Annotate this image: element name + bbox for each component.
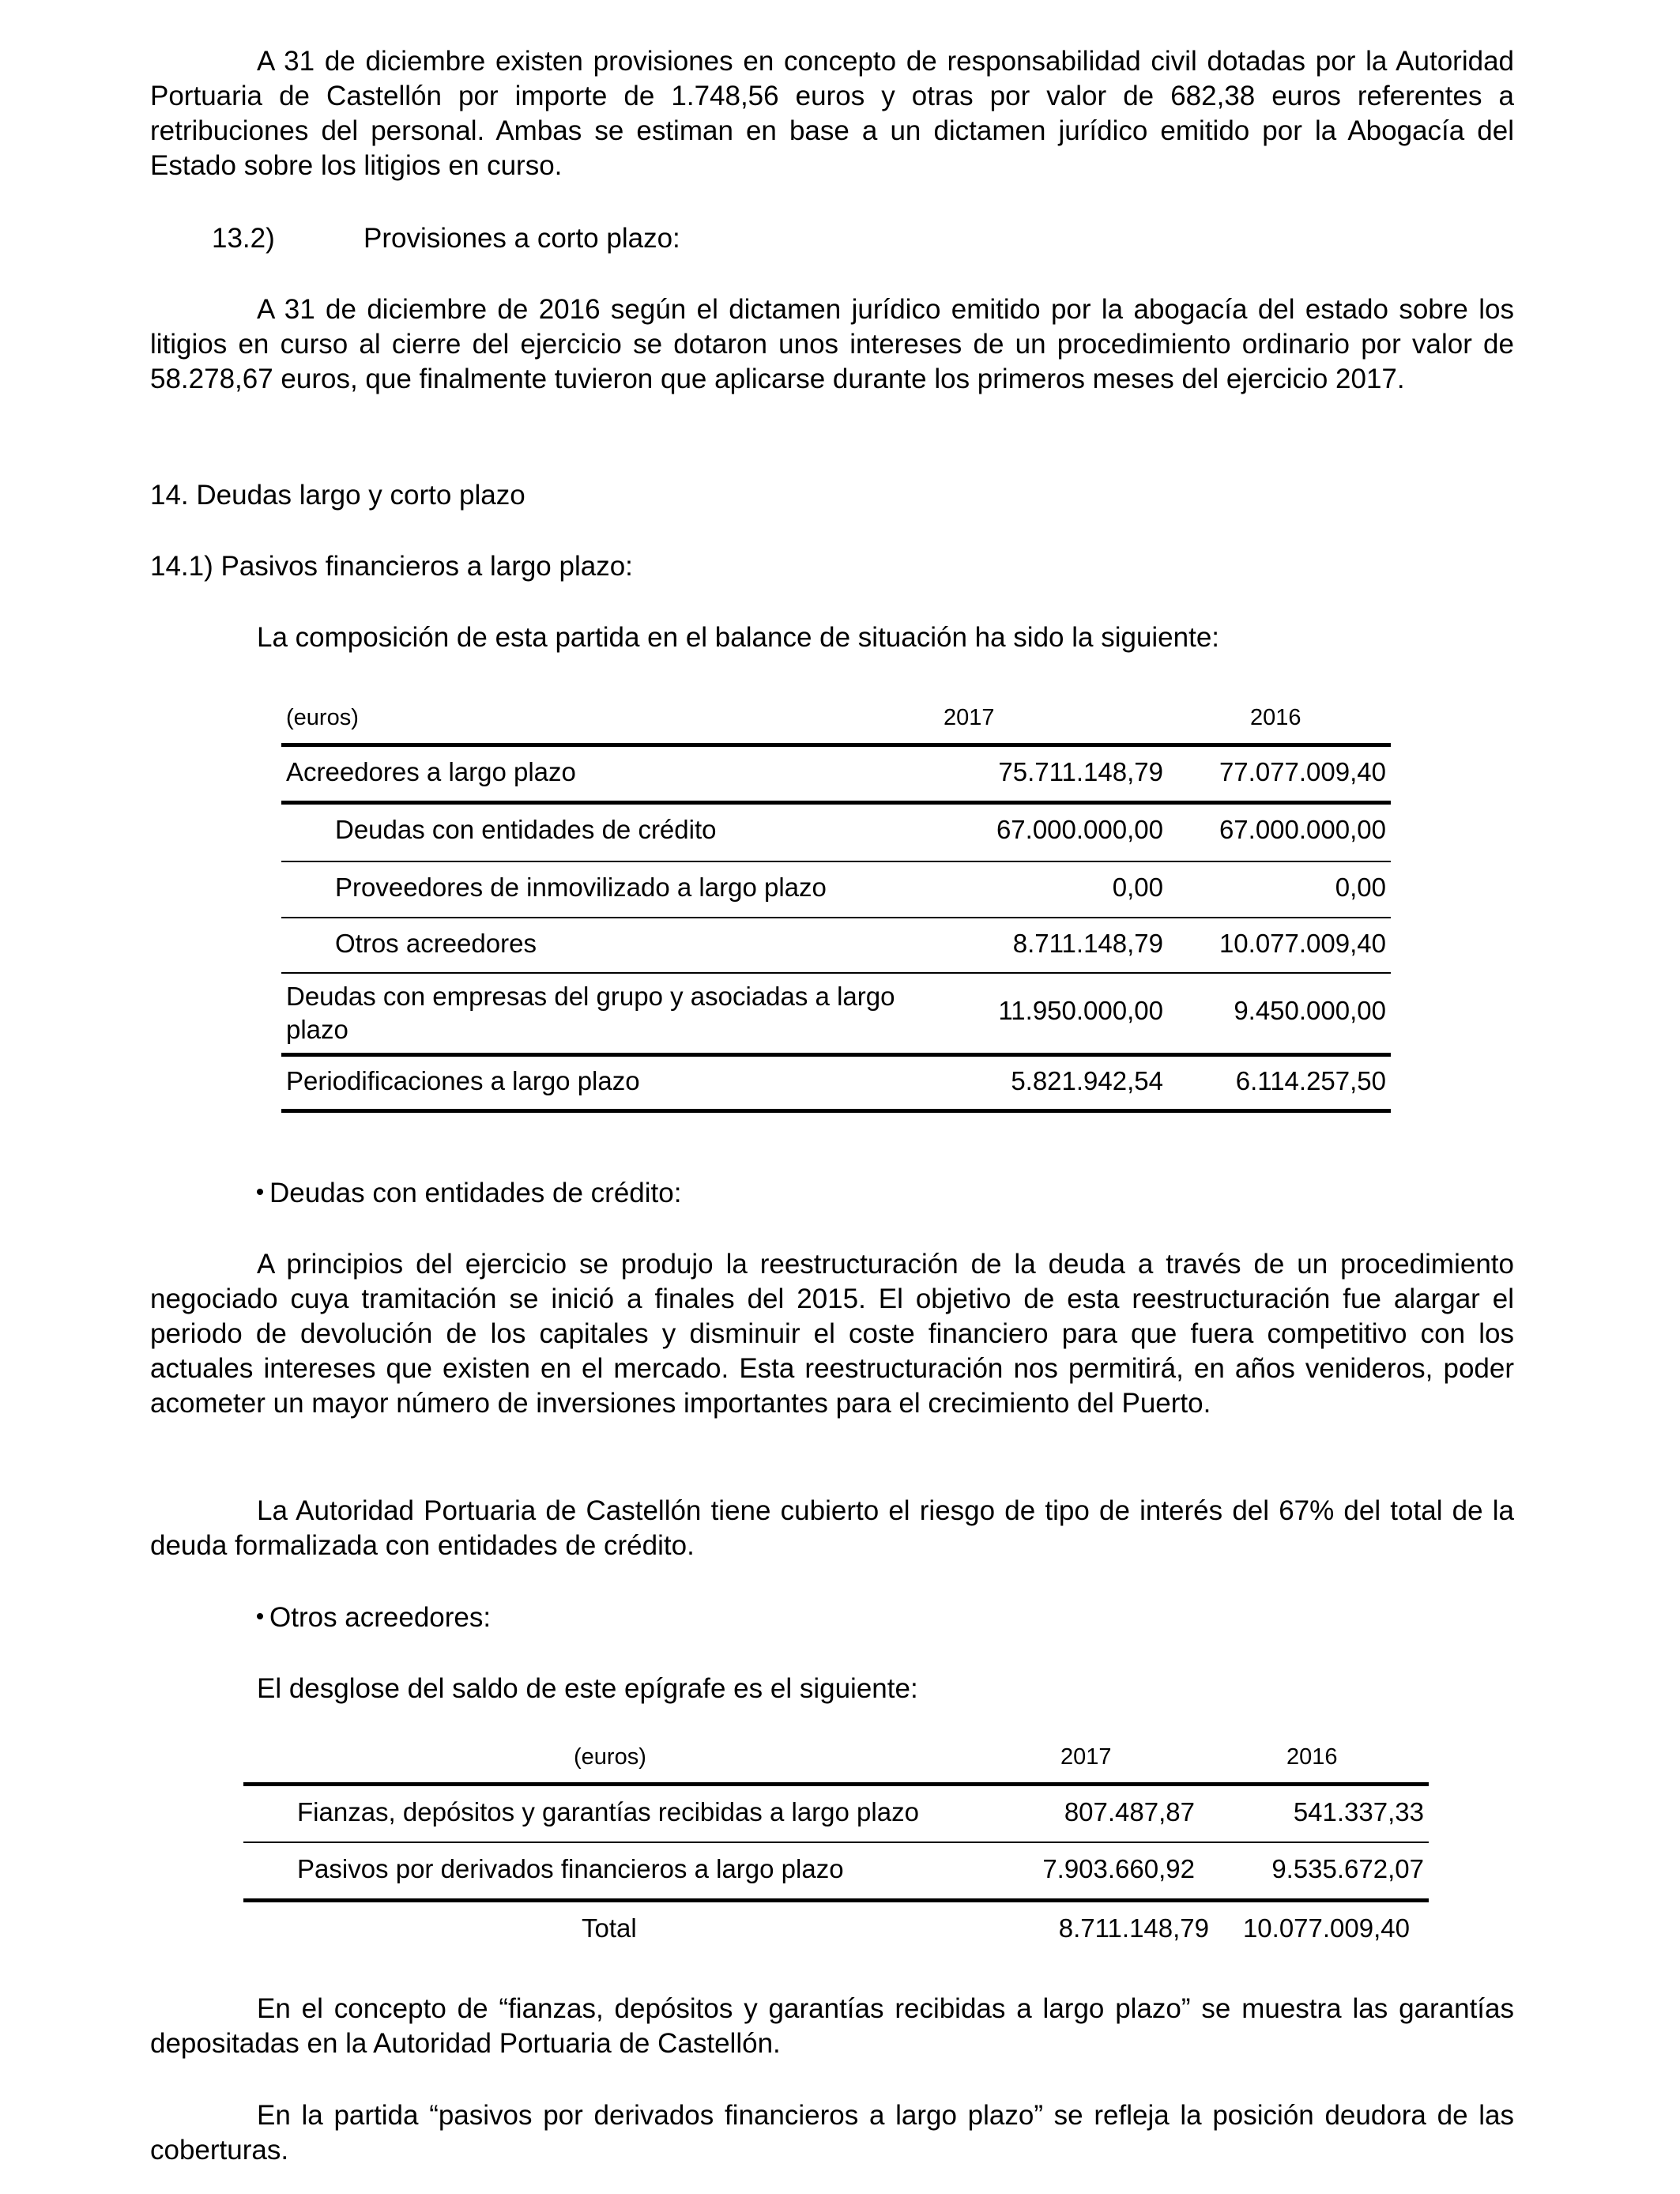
table-long-term-liabilities (281, 696, 1391, 1113)
bullet-icon (257, 1613, 263, 1619)
table2-intro: El desglose del saldo de este epígrafe es el siguiente: (257, 1673, 918, 1704)
table-other-creditors (243, 1735, 1429, 1958)
section-14-heading: 14. Deudas largo y corto plazo (150, 480, 525, 511)
header-2016: 2016 (1250, 705, 1301, 730)
table-total-row: Total 8.711.148,79 10.077.009,40 (243, 1898, 1429, 1958)
table-row: Proveedores de inmovilizado a largo plazo 0,00 0,00 (281, 861, 1391, 917)
header-unit: (euros) (574, 1744, 646, 1770)
table-row: Pasivos por derivados financieros a largo plazo 7.903.660,92 9.535.672,07 (243, 1842, 1429, 1898)
table-header (281, 696, 1391, 743)
section-13-2-title: Provisiones a corto plazo: (363, 223, 680, 254)
bullet-other-creditors: Otros acreedores: (257, 1600, 491, 1635)
table-row: Fianzas, depósitos y garantías recibidas a largo plazo 807.487,87 541.337,33 (243, 1782, 1429, 1842)
header-2017: 2017 (1060, 1744, 1112, 1770)
paragraph-guarantees: En el concepto de “fianzas, depósitos y garantías recibidas a largo plazo” se muestra las garantías depositadas en la Autoridad Portuaria de Castellón. (150, 1993, 1514, 2059)
section-13-2-number: 13.2) (212, 223, 275, 254)
paragraph-interest-rate-risk: La Autoridad Portuaria de Castellón tiene cubierto el riesgo de tipo de interés del 67% del total de la deuda formalizada con entidades de crédito. (150, 1495, 1514, 1561)
table-row: Acreedores a largo plazo 75.711.148,79 77.077.009,40 (281, 743, 1391, 801)
paragraph-debt-restructuring: A principios del ejercicio se produjo la reestructuración de la deuda a través de un procedimiento negociado cuya tramitación se inició a finales del 2015. El objetivo de esta reestructuración fue alargar el periodo de devolución de los capitales y disminuir el coste financiero para que fuera competitivo con los actuales intereses que existen en el mercado. Esta reestructuración nos permitirá, en años venideros, poder acometer un mayor número de inversiones importantes para el crecimiento del Puerto. (150, 1249, 1514, 1419)
table-row: Periodificaciones a largo plazo 5.821.942,54 6.114.257,50 (281, 1053, 1391, 1109)
table-row: Deudas con empresas del grupo y asociadas a largo plazo 11.950.000,00 9.450.000,00 (281, 972, 1391, 1053)
header-unit: (euros) (286, 705, 359, 730)
bullet-icon (257, 1189, 263, 1195)
section-14-1-heading: 14.1) Pasivos financieros a largo plazo: (150, 551, 633, 582)
table-row: Otros acreedores 8.711.148,79 10.077.009,40 (281, 917, 1391, 972)
paragraph-short-term-provisions: A 31 de diciembre de 2016 según el dictamen jurídico emitido por la abogacía del estado sobre los litigios en curso al cierre del ejercicio se dotaron unos intereses de un procedimiento ordinario por valor de 58.278,67 euros, que finalmente tuvieron que aplicarse durante los primeros meses del ejercicio 2017. (150, 294, 1514, 394)
bullet-credit-entities: Deudas con entidades de crédito: (257, 1176, 681, 1211)
table-bottom-rule (281, 1109, 1391, 1113)
paragraph-provisions-civil-liability: A 31 de diciembre existen provisiones en concepto de responsabilidad civil dotadas por la Autoridad Portuaria de Castellón por importe de 1.748,56 euros y otras por valor de 682,38 euros referentes a retribuciones del personal. Ambas se estiman en base a un dictamen jurídico emitido por la Abogacía del Estado sobre los litigios en curso. (150, 46, 1514, 181)
paragraph-derivatives: En la partida “pasivos por derivados financieros a largo plazo” se refleja la posición deudora de las coberturas. (150, 2100, 1514, 2166)
table-header (243, 1735, 1429, 1782)
header-2016: 2016 (1286, 1744, 1338, 1770)
table-row: Deudas con entidades de crédito 67.000.000,00 67.000.000,00 (281, 801, 1391, 861)
table1-intro: La composición de esta partida en el balance de situación ha sido la siguiente: (257, 622, 1220, 653)
header-2017: 2017 (944, 705, 995, 730)
